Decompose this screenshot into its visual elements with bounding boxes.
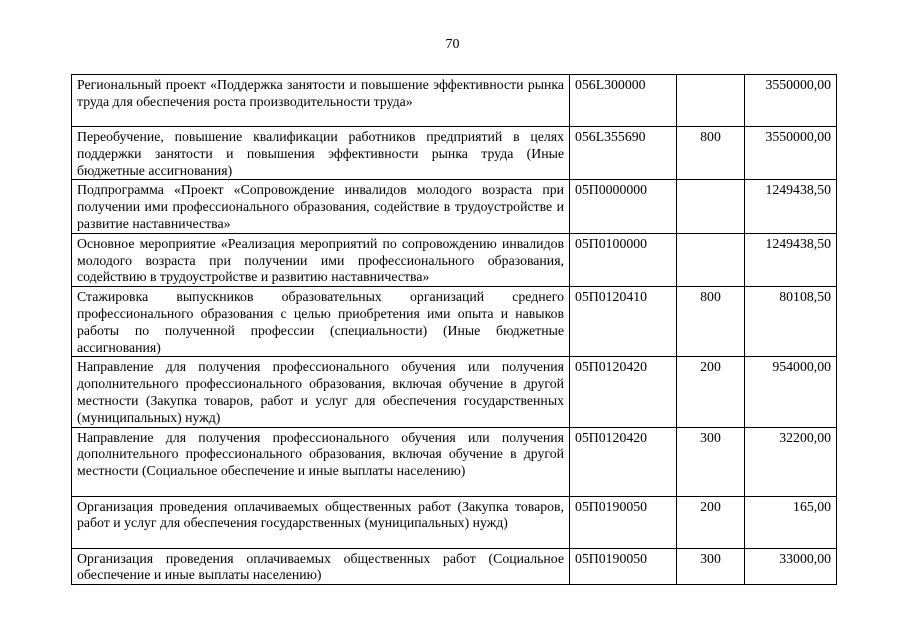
table-row xyxy=(72,233,837,286)
row-sum-cell: 80108,50 xyxy=(745,287,837,357)
row-code-cell: 05П0000000 xyxy=(570,180,677,233)
row-code-cell: 056L300000 xyxy=(570,75,677,127)
row-type-cell: 200 xyxy=(677,496,745,548)
row-code-cell: 05П0100000 xyxy=(570,233,677,286)
row-sum-cell: 3550000,00 xyxy=(745,75,837,127)
row-sum-cell: 33000,00 xyxy=(745,548,837,585)
table-row xyxy=(72,75,837,127)
row-name-cell: Стажировка выпускников образовательных организаций среднего профессионального образования с целью приобретения ими опыта и навыков работы по полученной профессии (специальности) (Иные бюджетные ассигнования) xyxy=(72,287,570,357)
row-type-cell xyxy=(677,180,745,233)
row-type-cell xyxy=(677,233,745,286)
row-type-cell xyxy=(677,75,745,127)
row-sum-cell: 1249438,50 xyxy=(745,233,837,286)
row-name-cell: Основное мероприятие «Реализация мероприятий по сопровождению инвалидов молодого возраста при получении ими профессионального образования, содействию в трудоустройстве и развитию наставничества» xyxy=(72,233,570,286)
table-row xyxy=(72,427,837,496)
table-row xyxy=(72,180,837,233)
row-sum-cell: 32200,00 xyxy=(745,427,837,496)
row-type-cell: 200 xyxy=(677,357,745,427)
table-row xyxy=(72,548,837,585)
table-row xyxy=(72,127,837,180)
table-body xyxy=(72,75,837,585)
row-name-cell: Направление для получения профессионального обучения или получения дополнительного профессионального образования, включая обучение в другой местности (Закупка товаров, работ и услуг для обеспечения государственных (муниципальных) нужд) xyxy=(72,357,570,427)
row-type-cell: 300 xyxy=(677,548,745,585)
table-row xyxy=(72,496,837,548)
page-number: 70 xyxy=(445,37,460,52)
row-name-cell: Направление для получения профессионального обучения или получения дополнительного профессионального образования, включая обучение в другой местности (Социальное обеспечение и иные выплаты населению) xyxy=(72,427,570,496)
row-type-cell: 800 xyxy=(677,127,745,180)
row-code-cell: 05П0190050 xyxy=(570,548,677,585)
row-code-cell: 05П0120420 xyxy=(570,427,677,496)
row-name-cell: Организация проведения оплачиваемых общественных работ (Закупка товаров, работ и услуг для обеспечения государственных (муниципальных) нужд) xyxy=(72,496,570,548)
row-code-cell: 05П0190050 xyxy=(570,496,677,548)
row-name-cell: Подпрограмма «Проект «Сопровождение инвалидов молодого возраста при получении ими профессионального образования, содействие в трудоустройстве и развитие наставничества» xyxy=(72,180,570,233)
row-name-cell: Переобучение, повышение квалификации работников предприятий в целях поддержки занятости и повышения эффективности рынка труда (Иные бюджетные ассигнования) xyxy=(72,127,570,180)
row-type-cell: 800 xyxy=(677,287,745,357)
budget-table xyxy=(71,74,837,585)
table-row xyxy=(72,357,837,427)
table-row xyxy=(72,287,837,357)
row-code-cell: 05П0120410 xyxy=(570,287,677,357)
row-code-cell: 056L355690 xyxy=(570,127,677,180)
row-sum-cell: 954000,00 xyxy=(745,357,837,427)
row-name-cell: Региональный проект «Поддержка занятости и повышение эффективности рынка труда для обеспечения роста производительности труда» xyxy=(72,75,570,127)
row-sum-cell: 3550000,00 xyxy=(745,127,837,180)
row-sum-cell: 165,00 xyxy=(745,496,837,548)
row-type-cell: 300 xyxy=(677,427,745,496)
row-name-cell: Организация проведения оплачиваемых общественных работ (Социальное обеспечение и иные выплаты населению) xyxy=(72,548,570,585)
row-code-cell: 05П0120420 xyxy=(570,357,677,427)
row-sum-cell: 1249438,50 xyxy=(745,180,837,233)
